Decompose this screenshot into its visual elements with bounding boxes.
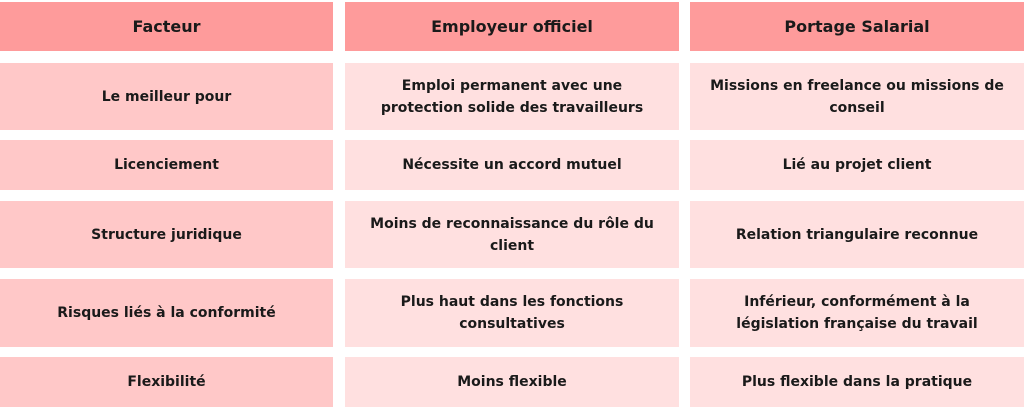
row-label-risques-conformite: Risques liés à la conformité	[0, 279, 333, 347]
row-label-flexibilite: Flexibilité	[0, 357, 333, 407]
header-employeur-officiel: Employeur officiel	[345, 2, 679, 51]
cell-employeur: Moins de reconnaissance du rôle du client	[345, 201, 679, 268]
cell-employeur: Moins flexible	[345, 357, 679, 407]
header-portage-salarial: Portage Salarial	[690, 2, 1024, 51]
row-label-structure-juridique: Structure juridique	[0, 201, 333, 268]
cell-portage: Relation triangulaire reconnue	[690, 201, 1024, 268]
cell-portage: Missions en freelance ou missions de conseil	[690, 63, 1024, 130]
row-label-meilleur-pour: Le meilleur pour	[0, 63, 333, 130]
cell-employeur: Emploi permanent avec une protection solide des travailleurs	[345, 63, 679, 130]
row-label-licenciement: Licenciement	[0, 140, 333, 190]
cell-employeur: Plus haut dans les fonctions consultatives	[345, 279, 679, 347]
cell-portage: Inférieur, conformément à la législation française du travail	[690, 279, 1024, 347]
cell-portage: Lié au projet client	[690, 140, 1024, 190]
cell-employeur: Nécessite un accord mutuel	[345, 140, 679, 190]
cell-portage: Plus flexible dans la pratique	[690, 357, 1024, 407]
header-facteur: Facteur	[0, 2, 333, 51]
